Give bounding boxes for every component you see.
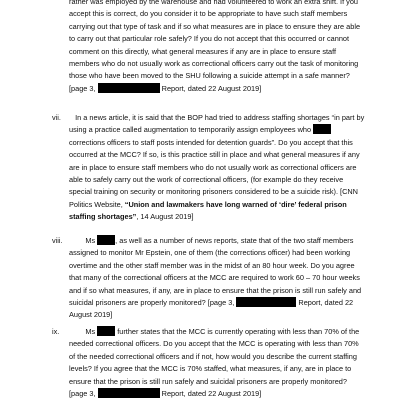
text-line: and if so what measures, if any, are in place to ensure that the prison is still run safely and: [69, 285, 362, 295]
text-line: those who have been moved to the SHU following a suicide attempt in a safe manner?: [69, 71, 350, 81]
text-line: members who do not usually work as correctional officers carry out the task of monitoring: [69, 59, 359, 69]
text-line: [69, 211, 370, 223]
text-line: [69, 297, 370, 309]
text-line: corrections officers to staff posts intended for detention guards”. Do you accept that this: [69, 137, 353, 147]
citation-text: Report, dated 22 August 2019]: [161, 83, 262, 93]
article-title: “Union and lawmakers have long warned of ‘dire’ federal prison: [124, 199, 347, 209]
redaction-box: [98, 388, 160, 398]
item-number: viii.: [52, 236, 63, 245]
text-line: needed correctional officers. Do you accept that the MCC is operating with less than 70%: [69, 339, 359, 349]
paragraph-ix: [69, 326, 370, 400]
paragraph-vii: [69, 112, 370, 224]
text-fragment: [page 3,: [69, 389, 96, 399]
citation-line: [69, 83, 370, 95]
text-line: able to safely carry out the work of correctional officers, (for example do they receive: [69, 175, 344, 185]
continued-paragraph: [69, 0, 370, 95]
text-fragment: Politics Website,: [69, 199, 125, 209]
text-fragment: suicidal prisoners are properly monitored? [page 3,: [69, 298, 235, 308]
text-line: comment on this directly, what general measures if any are in place to ensure staff: [69, 46, 337, 56]
redaction-box: [97, 326, 115, 336]
redaction-box: [97, 235, 115, 245]
text-fragment: In a news article, it is said that the BOP had tried to address staffing shortages “in part by: [75, 113, 365, 122]
text-line: carrying out that type of task and if so what measures are in place to ensure they are able: [69, 21, 361, 31]
text-line: are in place to ensure staff members who do not usually work as correctional officers are: [69, 162, 357, 172]
text-line: rather was employed by the warehouse and had volunteered to work an extra shift. If you: [69, 0, 359, 6]
text-line: [69, 326, 370, 338]
text-line: [69, 124, 370, 136]
text-line: to carry out that particular role safely? If you do not accept that this occurred or cannot: [69, 34, 350, 44]
text-line: overtime and the other staff member was in the midst of an 80 hour week. Do you agree: [69, 260, 355, 270]
text-line: August 2019]: [69, 310, 113, 320]
text-line: [69, 199, 370, 211]
text-line: accept this is correct, do you consider it to be appropriate to have such staff members: [69, 9, 348, 19]
text-line: [69, 235, 370, 247]
item-number: vii.: [52, 113, 61, 122]
text-line: ensure that the prison is still run safely and suicidal prisoners are properly monitored?: [69, 376, 347, 386]
text-line: [69, 112, 370, 124]
paragraph-viii: [69, 235, 370, 322]
article-title: staffing shortages”: [69, 212, 137, 222]
text-line: assigned to monitor Mr Epstein, one of them (the corrections officer) had been working: [69, 248, 351, 258]
text-fragment: Ms: [85, 327, 96, 336]
item-number: ix.: [52, 327, 60, 336]
text-fragment: using a practice called augmentation to temporarily assign employees who: [69, 125, 312, 135]
text-fragment: , 14 August 2019]: [136, 212, 194, 222]
text-line: that many of the correctional officers at the MCC are required to work 60 – 70 hour weeks: [69, 273, 360, 283]
text-fragment: Ms: [85, 236, 96, 245]
citation-text: [page 3,: [69, 83, 96, 93]
text-line: of the needed correctional officers and if not, how would you describe the current staffing: [69, 351, 357, 361]
text-line: special training on security or monitoring prisoners considered to be a suicide risk). [CNN: [69, 187, 358, 197]
text-fragment: further states that the MCC is currently operating with less than 70% of the: [115, 327, 360, 336]
text-line: levels? If you agree that the MCC is 70% staffed, what measures, if any, are in place to: [69, 364, 352, 374]
text-line: [69, 388, 370, 400]
text-fragment: , as well as a number of news reports, state that of the two staff members: [115, 236, 354, 245]
text-line: occurred at the MCC? If so, is this practice still in place and what general measures if any: [69, 150, 360, 160]
redaction-box: [236, 297, 296, 307]
text-fragment: Report, dated 22 August 2019]: [161, 389, 262, 399]
redaction-box: [98, 83, 160, 93]
text-fragment: Report, dated 22: [298, 298, 354, 308]
redaction-box: [313, 124, 331, 134]
